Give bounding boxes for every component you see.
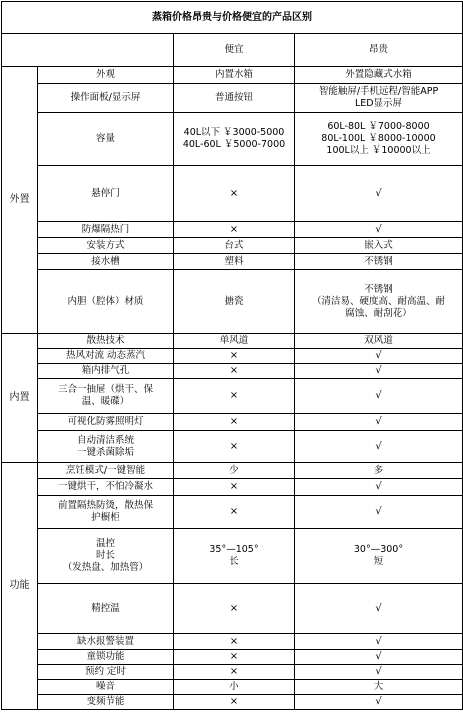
table-row-feature: 内胆（腔体）材质 <box>38 270 174 334</box>
table-row-feature: 外观 <box>38 67 174 84</box>
table-row-cheap: 台式 <box>174 238 295 254</box>
table-row-expensive: 智能触屏/手机远程/智能APP LED显示屏 <box>295 84 463 113</box>
table-row-cheap: × <box>174 431 295 463</box>
table-row-cheap: × <box>174 222 295 238</box>
table-row-expensive: 双风道 <box>295 334 463 349</box>
table-row-feature: 箱内排气孔 <box>38 364 174 379</box>
table-row-cheap: × <box>174 414 295 431</box>
table-row-cheap: × <box>174 634 295 650</box>
table-row-cheap: 小 <box>174 680 295 695</box>
table-row-feature: 热风对流 动态蒸汽 <box>38 349 174 364</box>
table-row-feature: 噪音 <box>38 680 174 695</box>
table-row-expensive: √ <box>295 496 463 529</box>
category-interior: 内置 <box>2 334 38 463</box>
table-row-feature: 防爆隔热门 <box>38 222 174 238</box>
table-row-feature: 变频节能 <box>38 695 174 710</box>
table-row-feature: 缺水报警装置 <box>38 634 174 650</box>
category-exterior: 外置 <box>2 67 38 334</box>
table-row-feature: 自动清洁系统 一键杀菌除垢 <box>38 431 174 463</box>
table-row-expensive: √ <box>295 379 463 414</box>
table-row-cheap: × <box>174 650 295 665</box>
table-row-feature: 操作面板/显示屏 <box>38 84 174 113</box>
table-row-feature: 精控温 <box>38 584 174 634</box>
table-row-cheap: × <box>174 695 295 710</box>
table-row-expensive: 不锈钢 <box>295 254 463 270</box>
header-expensive: 昂贵 <box>295 34 463 67</box>
table-row-cheap: × <box>174 379 295 414</box>
table-row-feature: 安装方式 <box>38 238 174 254</box>
table-row-cheap: × <box>174 166 295 222</box>
table-row-expensive: √ <box>295 364 463 379</box>
table-row-cheap: 单风道 <box>174 334 295 349</box>
table-row-feature: 童锁功能 <box>38 650 174 665</box>
table-row-expensive: √ <box>295 665 463 680</box>
table-row-expensive: 多 <box>295 463 463 479</box>
table-row-cheap: 35°—105° 长 <box>174 529 295 584</box>
table-row-expensive: √ <box>295 222 463 238</box>
table-row-expensive: 外置隐藏式水箱 <box>295 67 463 84</box>
table-row-cheap: 少 <box>174 463 295 479</box>
table-row-expensive: √ <box>295 584 463 634</box>
table-row-feature: 前置隔热防烫，散热保 护橱柜 <box>38 496 174 529</box>
table-row-expensive: √ <box>295 695 463 710</box>
table-row-cheap: × <box>174 364 295 379</box>
table-row-feature: 一键烘干，不怕冷凝水 <box>38 479 174 496</box>
table-row-feature: 预约 定时 <box>38 665 174 680</box>
table-row-expensive: 60L-80L ￥7000-8000 80L-100L ￥8000-10000 100L以上 ￥10000以上 <box>295 113 463 166</box>
header-blank <box>2 34 174 67</box>
table-row-expensive: 大 <box>295 680 463 695</box>
table-row-expensive: 30°—300° 短 <box>295 529 463 584</box>
table-row-feature: 容量 <box>38 113 174 166</box>
table-title: 蒸箱价格昂贵与价格便宜的产品区别 <box>2 2 463 34</box>
category-function: 功能 <box>2 463 38 710</box>
table-row-expensive: 嵌入式 <box>295 238 463 254</box>
table-row-cheap: × <box>174 479 295 496</box>
table-row-expensive: √ <box>295 349 463 364</box>
table-row-feature: 接水槽 <box>38 254 174 270</box>
table-row-feature: 温控 时长 （发热盘、加热管） <box>38 529 174 584</box>
table-row-feature: 可视化防雾照明灯 <box>38 414 174 431</box>
header-cheap: 便宜 <box>174 34 295 67</box>
table-row-cheap: 塑料 <box>174 254 295 270</box>
table-row-expensive: 不锈钢 （清洁易、硬度高、耐高温、耐 腐蚀、耐刮花） <box>295 270 463 334</box>
table-row-cheap: × <box>174 349 295 364</box>
table-row-cheap: 普通按钮 <box>174 84 295 113</box>
table-row-expensive: √ <box>295 479 463 496</box>
table-row-feature: 三合一抽屉（烘干、保 温、暖碟） <box>38 379 174 414</box>
table-row-cheap: 40L以下 ￥3000-5000 40L-60L ￥5000-7000 <box>174 113 295 166</box>
comparison-table <box>1 1 463 710</box>
table-row-cheap: × <box>174 584 295 634</box>
table-row-feature: 散热技术 <box>38 334 174 349</box>
table-row-expensive: √ <box>295 414 463 431</box>
table-row-feature: 悬停门 <box>38 166 174 222</box>
table-row-expensive: √ <box>295 431 463 463</box>
table-row-cheap: 搪瓷 <box>174 270 295 334</box>
table-row-expensive: √ <box>295 166 463 222</box>
table-row-cheap: × <box>174 496 295 529</box>
table-row-expensive: √ <box>295 650 463 665</box>
table-row-feature: 烹饪模式/一键智能 <box>38 463 174 479</box>
table-row-expensive: √ <box>295 634 463 650</box>
table-row-cheap: 内置水箱 <box>174 67 295 84</box>
table-row-cheap: × <box>174 665 295 680</box>
